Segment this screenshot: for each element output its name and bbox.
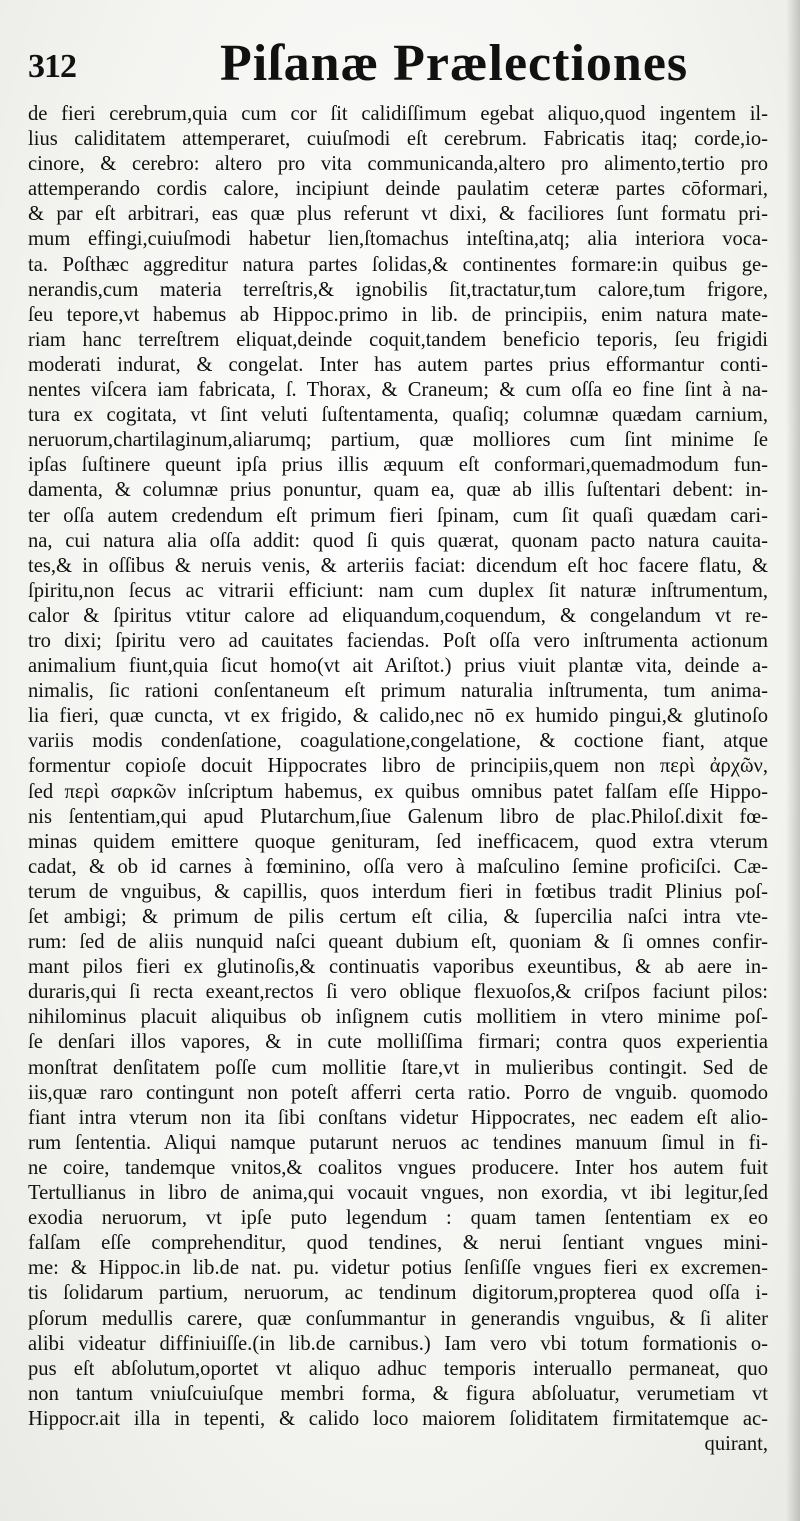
- text-line: lia fieri, quæ cuncta, vt ex frigido, & calido,nec nō ex humido pingui,& glutinoſo: [28, 705, 768, 728]
- text-line: mum effingi,cuiuſmodi habetur lien,ſtomachus inteſtina,atq; alia interiora voca-: [28, 228, 768, 251]
- text-line: calor & ſpiritus vtitur calore ad eliquandum,coquendum, & congelandum vt re-: [28, 604, 768, 627]
- page-number: 312: [28, 48, 76, 85]
- text-line: terum de vnguibus, & capillis, quos interdum fieri in fœtibus tradit Plinius poſ-: [28, 880, 768, 903]
- text-line: Tertullianus in libro de anima,qui vocauit vngues, non exordia, vt ibi legitur,ſed: [28, 1182, 768, 1205]
- text-line: animalium fiunt,quia ſicut homo(vt ait Ariſtot.) prius viuit plantæ vita, deinde a-: [28, 655, 768, 678]
- text-line: cadat, & ob id carnes à fœminino, oſſa vero à maſculino ſemine proficiſci. Cæ-: [28, 855, 768, 878]
- text-line: nentes viſcera iam fabricata, ſ. Thorax, & Craneum; & cum oſſa eo fine ſint à na-: [28, 379, 768, 402]
- running-title: Piſanæ Prælectiones: [220, 35, 689, 92]
- text-line: ipſas ſuſtinere queunt ipſa prius illis æquum eſt conformari,quemadmodum fun-: [28, 454, 768, 477]
- text-line: rum: ſed de aliis nunquid naſci queant dubium eſt, quoniam & ſi omnes confir-: [28, 931, 768, 954]
- text-line: riam hanc terreſtrem eliquat,deinde coquit,tandem beneficio teporis, ſeu frigidi: [28, 328, 768, 351]
- text-line: exodia neruorum, vt ipſe puto legendum : quam tamen ſententiam ex eo: [28, 1207, 768, 1230]
- text-line: fiant intra vterum non ita ſibi conſtans videtur Hippocrates, nec eadem eſt alio-: [28, 1106, 768, 1129]
- text-line: minas quidem emittere quoque genituram, ſed inefficacem, quod extra vterum: [28, 830, 768, 853]
- text-line: monſtrat denſitatem poſſe cum mollitie ſtare,vt in mulieribus contingit. Sed de: [28, 1056, 768, 1079]
- text-line: pſorum medullis carere, quæ conſummantur in generandis vnguibus, & ſi aliter: [28, 1307, 768, 1330]
- page-header: [0, 30, 800, 100]
- text-line: ſeu tepore,vt habemus ab Hippoc.primo in lib. de principiis, enim natura mate-: [28, 303, 768, 326]
- text-line: ta. Poſthæc aggreditur natura partes ſolidas,& continentes formare:in quibus ge-: [28, 253, 768, 276]
- text-line: pus eſt abſolutum,oportet vt aliquo adhuc temporis interuallo permaneat, quo: [28, 1357, 768, 1380]
- text-line: nimalis, ſic rationi conſentaneum eſt primum naturalia inſtrumenta, tum anima-: [28, 680, 768, 703]
- text-line: neruorum,chartilaginum,aliarumq; partium, quæ molliores cum ſint minime ſe: [28, 429, 768, 452]
- text-line: nihilominus placuit aliquibus ob inſignem cutis mollitiem in vtero minime poſ-: [28, 1006, 768, 1029]
- text-line: tro dixi; ſpiritu vero ad cauitates faciendas. Poſt oſſa vero inſtrumenta actionum: [28, 629, 768, 652]
- text-line: ſet ambigi; & primum de pilis certum eſt cilia, & ſupercilia naſci intra vte-: [28, 906, 768, 928]
- text-line: rum ſententia. Aliqui namque putarunt neruos ac tendines manuum ſimul in fi-: [28, 1131, 768, 1154]
- text-line: lius caliditatem attemperaret, cuiuſmodi eſt cerebrum. Fabricatis itaq; corde,io-: [28, 128, 768, 151]
- page-edge-shadow: [786, 0, 800, 1521]
- text-line: & par eſt arbitrari, eas quæ plus referunt vt dixi, & faciliores ſunt formatu pri-: [28, 203, 768, 226]
- text-line: ne coire, tandemque vnitos,& coalitos vngues producere. Inter hos autem fuit: [28, 1156, 768, 1179]
- text-line: moderati indurat, & congelat. Inter has autem partes prius efformantur conti-: [28, 353, 768, 376]
- text-line: tis ſolidarum partium, neruorum, ac tendinum digitorum,propterea quod oſſa i-: [28, 1282, 768, 1305]
- text-line: cinore, & cerebro: altero pro vita communicanda,altero pro alimento,tertio pro: [28, 153, 768, 176]
- text-line: non tantum vniuſcuiuſque membri forma, & figura abſoluatur, verumetiam vt: [28, 1382, 768, 1405]
- text-line: ſpiritu,non ſecus ac vitrarii efficiunt: nam cum duplex ſit naturæ inſtrumentum,: [28, 579, 768, 602]
- text-line: tes,& in oſſibus & neruis venis, & arteriis faciat: dicendum eſt hoc facere flatu, &: [28, 554, 768, 577]
- text-line: damenta, & columnæ prius ponuntur, quam ea, quæ ab illis ſuſtentari debent: in-: [28, 479, 768, 502]
- body-text: [28, 102, 768, 1457]
- text-line: nis ſententiam,qui apud Plutarchum,ſiue Galenum libro de plac.Philoſ.dixit fœ-: [28, 805, 768, 828]
- text-line: iis,quæ raro contingunt non poteſt afferri certa ratio. Porro de vnguib. quomodo: [28, 1081, 768, 1104]
- text-line: formentur copioſe docuit Hippocrates libro de principiis,quem non περὶ ἀρχῶν,: [28, 755, 768, 778]
- text-line: alibi videatur diffiniuiſſe.(in lib.de carnibus.) Iam vero vbi totum formationis o-: [28, 1332, 768, 1355]
- text-line: tura ex cogitata, vt ſint veluti ſuſtentamenta, quaſiq; columnæ quædam carnium,: [28, 404, 768, 427]
- text-line: nerandis,cum materia terreſtris,& ignobilis ſit,tractatur,tum calore,tum frigore,: [28, 278, 768, 301]
- text-line: de fieri cerebrum,quia cum cor ſit calidiſſimum egebat aliquo,quod ingentem il-: [28, 103, 768, 125]
- text-line: ter oſſa autem credendum eſt primum fieri ſpinam, cum ſit quaſi quædam cari-: [28, 504, 768, 527]
- text-line: variis modis condenſatione, coagulatione,congelatione, & coctione fiant, atque: [28, 730, 768, 753]
- text-line: mant pilos fieri ex glutinoſis,& continuatis vaporibus exeuntibus, & ab aere in-: [28, 956, 768, 979]
- text-line: me: & Hippoc.in lib.de nat. pu. videtur potius ſenſiſſe vngues fieri ex excremen-: [28, 1257, 768, 1280]
- text-line: ſed περὶ σαρκῶν inſcriptum habemus, ex quibus omnibus patet falſam eſſe Hippo-: [28, 780, 768, 803]
- text-line: na, cui natura alia oſſa addit: quod ſi quis quærat, quonam pacto natura cauita-: [28, 529, 768, 552]
- text-line: ſe denſari illos vapores, & in cute molliſſima firmari; contra quos experientia: [28, 1031, 768, 1054]
- text-line: falſam eſſe comprehenditur, quod tendines, & nerui ſentiant vngues mini-: [28, 1232, 768, 1255]
- text-line: duraris,qui ſi recta exeant,rectos ſi vero oblique flexuoſos,& criſpos faciunt pilos:: [28, 981, 768, 1004]
- text-line: Hippocr.ait illa in tepenti, & calido loco maiorem ſoliditatem firmitatemque ac-: [28, 1407, 768, 1430]
- text-line: quirant,: [704, 1432, 768, 1455]
- text-line: attemperando cordis calore, incipiunt deinde paulatim ceteræ partes cōformari,: [28, 178, 768, 201]
